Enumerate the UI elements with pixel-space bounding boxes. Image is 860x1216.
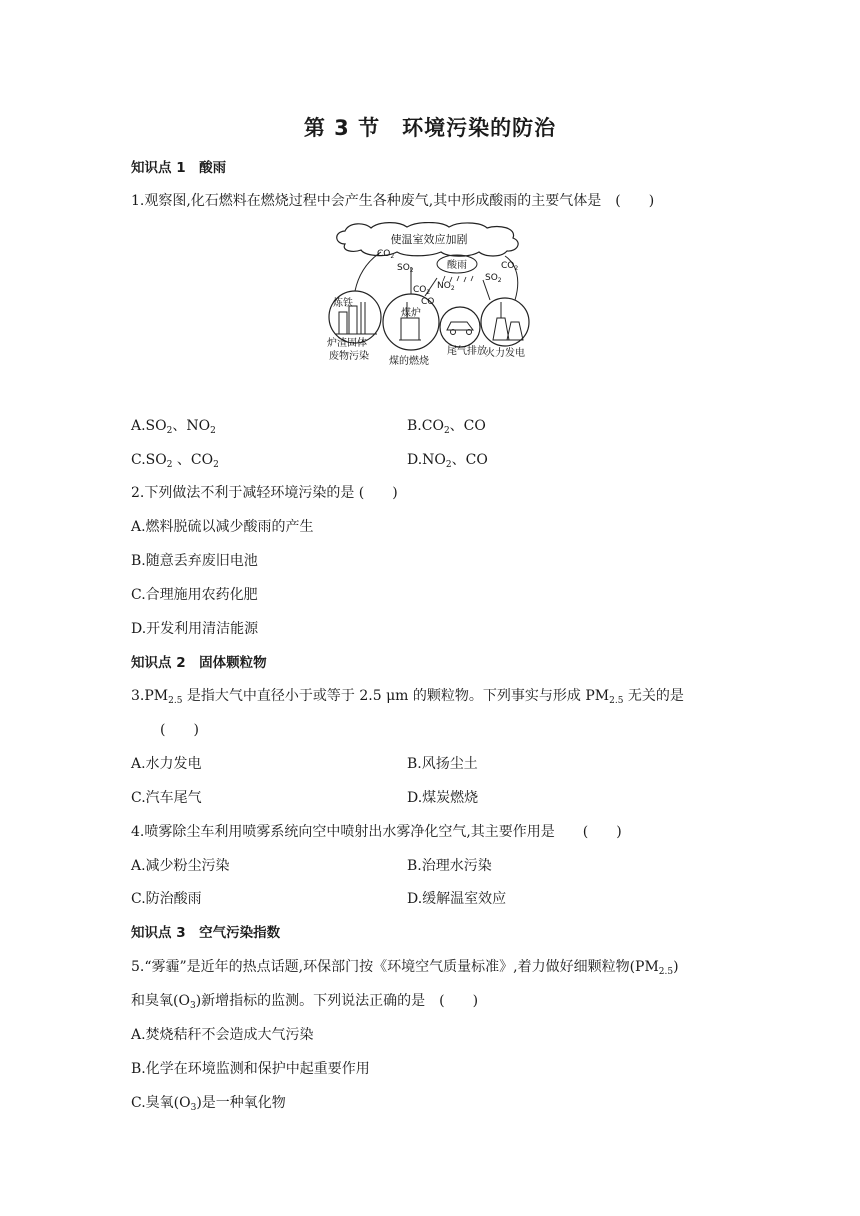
question-3-paren: ( ) <box>160 722 199 738</box>
question-4-stem: 4.喷雾除尘车利用喷雾系统向空中喷射出水雾净化空气,其主要作用是 ( ) <box>131 824 622 840</box>
co2-label-3: $CO_2$ <box>501 261 519 272</box>
power-label: 火力发电 <box>485 348 525 359</box>
co2-label-2: $CO_2$ <box>413 285 431 296</box>
q4-option-c: C.防治酸雨 <box>131 891 202 907</box>
exhaust-circle <box>440 307 480 347</box>
q3-option-a: A.水力发电 <box>131 756 202 772</box>
slag-label: 炉渣固体 <box>327 338 367 349</box>
q1-option-c: $C.SO_2$ 、$CO_2$ <box>131 452 219 470</box>
q4-option-d: D.缓解温室效应 <box>407 891 507 907</box>
question-1-stem: 1.观察图,化石燃料在燃烧过程中会产生各种废气,其中形成酸雨的主要气体是 ( ) <box>131 193 655 209</box>
acid-rain-label: 酸雨 <box>447 260 467 271</box>
q3-option-c: C.汽车尾气 <box>131 790 202 806</box>
q3-option-d: D.煤炭燃烧 <box>407 790 479 806</box>
q1-option-a: $A.SO_2$、$NO_2$ <box>131 418 216 436</box>
question-2-stem: 2.下列做法不利于减轻环境污染的是 ( ) <box>131 485 398 501</box>
waste-label: 废物污染 <box>329 351 369 362</box>
co-label: CO <box>421 297 435 307</box>
coal-label: 煤的燃烧 <box>389 356 429 367</box>
power-circle <box>481 298 529 346</box>
question-5-stem-line-2: 和臭氧$(O_3)$新增指标的监测。下列说法正确的是 ( ) <box>131 993 479 1011</box>
q2-option-a: A.燃料脱硫以减少酸雨的产生 <box>131 519 314 535</box>
knowledge-point-3-heading: 知识点 3 空气污染指数 <box>131 925 281 941</box>
knowledge-point-1-heading: 知识点 1 酸雨 <box>131 160 227 176</box>
knowledge-point-2-heading: 知识点 2 固体颗粒物 <box>131 655 267 671</box>
no2-label: $NO_2$ <box>437 281 455 292</box>
furnace-label: 煤炉 <box>401 308 421 319</box>
cloud-label: 使温室效应加剧 <box>390 233 468 246</box>
smelting-label: 炼铁 <box>333 298 353 309</box>
question-3-stem: $3.PM_{2.5}$ 是指大气中直径小于或等于 2.5 μm 的颗粒物。下列事实与形成 $PM_{2.5}$ 无关的是 <box>131 688 684 706</box>
question-5-stem-line-1: 5.“雾霾”是近年的热点话题,环保部门按《环境空气质量标准》,着力做好细颗粒物$(PM_{2.5})$ <box>131 959 679 977</box>
so2-label-2: $SO_2$ <box>485 273 502 284</box>
q5-option-c: C.臭氧$(O_3)$是一种氧化物 <box>131 1095 286 1113</box>
q2-option-d: D.开发利用清洁能源 <box>131 621 259 637</box>
q1-option-d: $D.NO_2$、CO <box>407 452 488 470</box>
exhaust-label: 尾气排放 <box>447 346 487 357</box>
q3-option-b: B.风扬尘土 <box>407 756 478 772</box>
car-icon <box>447 322 473 335</box>
q5-option-b: B.化学在环境监测和保护中起重要作用 <box>131 1061 370 1077</box>
pollution-diagram <box>325 222 537 372</box>
q1-option-b: $B.CO_2$、CO <box>407 418 486 436</box>
co2-label-1: $CO_2$ <box>377 249 395 260</box>
power-plant-icon <box>493 302 523 340</box>
q2-option-c: C.合理施用农药化肥 <box>131 587 258 603</box>
page-title: 第 3 节 环境污染的防治 <box>303 116 557 140</box>
q5-option-a: A.焚烧秸秆不会造成大气污染 <box>131 1027 314 1043</box>
so2-label-1: $SO_2$ <box>397 263 414 274</box>
q2-option-b: B.随意丢弃废旧电池 <box>131 553 258 569</box>
q4-option-a: A.减少粉尘污染 <box>131 858 230 874</box>
q4-option-b: B.治理水污染 <box>407 858 492 874</box>
